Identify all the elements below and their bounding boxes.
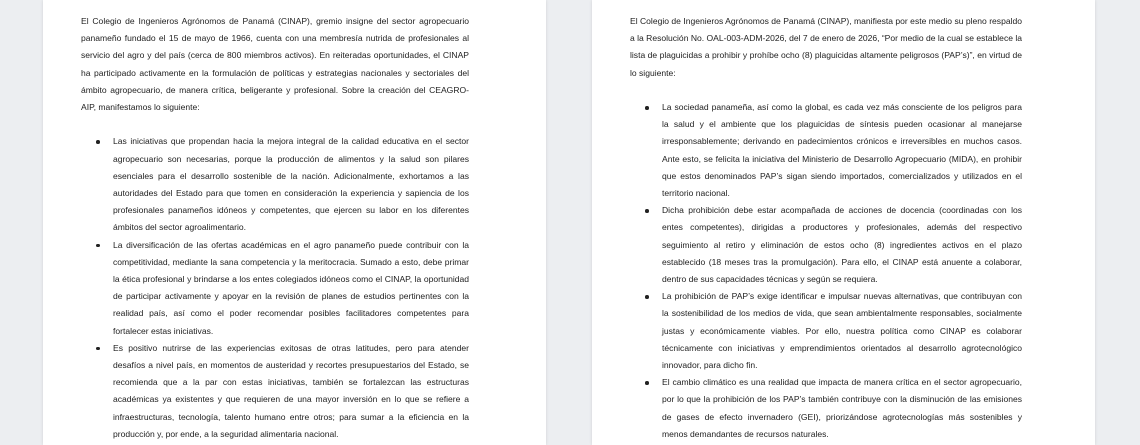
bullet-list (630, 99, 1022, 443)
document-page-left (43, 0, 546, 445)
page-text-left (81, 13, 469, 443)
list-item (662, 202, 1022, 288)
bullet-icon (96, 347, 100, 351)
list-item-text: Las iniciativas que propendan hacia la mejora integral de la calidad educativa en el sector agropecuario son necesarias, porque la producción de alimentos y la salud son pilares esenciales para el desarrollo sostenible de la nación. Adicionalmente, exhortamos a las autoridades del Estado para que tomen en consideración la experiencia y sapiencia de los profesionales panameños idóneos y competentes, que ejercen su labor en los diferentes ámbitos del sector agroalimentario. (113, 136, 469, 233)
bullet-icon (645, 209, 649, 213)
list-item (113, 133, 469, 236)
bullet-icon (96, 244, 100, 248)
page-text-right (630, 13, 1022, 443)
list-item-text: El cambio climático es una realidad que impacta de manera crítica en el sector agropecuario, por lo que la prohibición de los PAP’s también contribuye con la disminución de las emisiones de gases de efecto invernadero (GEI), priorizándose agrotecnologías más sostenibles y menos demandantes de recursos naturales. (662, 377, 1022, 439)
list-item (662, 99, 1022, 202)
intro-paragraph: El Colegio de Ingenieros Agrónomos de Panamá (CINAP), manifiesta por este medio su pleno respaldo a la Resolución No. OAL-003-ADM-2026, del 7 de enero de 2026, “Por medio de la cual se establece la lista de plaguicidas a prohibir y prohíbe ocho (8) plaguicidas altamente peligrosos (PAP’s)”, en virtud de lo siguiente: (630, 16, 1022, 78)
intro-paragraph: El Colegio de Ingenieros Agrónomos de Panamá (CINAP), gremio insigne del sector agropecuario panameño fundado el 15 de mayo de 1966, cuenta con una membresía nutrida de profesionales al servicio del agro y del país (cerca de 800 miembros activos). En reiteradas oportunidades, el CINAP ha participado activamente en la formulación de políticas y estrategias nacionales y sectoriales del ámbito agropecuario, de manera crítica, beligerante y profesional. Sobre la creación del CEAGRO-AIP, manifestamos lo siguiente: (81, 16, 469, 113)
list-item-text: Dicha prohibición debe estar acompañada de acciones de docencia (coordinadas con los entes competentes), dirigidas a productores y profesionales, además del respectivo seguimiento al retiro y eliminación de estos ocho (8) ingredientes activos en el plazo establecido (18 meses tras la promulgación). Para ello, el CINAP está anuente a colaborar, dentro de sus capacidades técnicas y según se requiera. (662, 205, 1022, 285)
bullet-icon (645, 381, 649, 385)
bullet-icon (96, 140, 100, 144)
list-item-text: La diversificación de las ofertas académicas en el agro panameño puede contribuir con la competitividad, mediante la sana competencia y la meritocracia. Sumado a esto, debe primar la ética profesional y brindarse a los entes colegiados idóneos como el CINAP, la oportunidad de participar activamente y apoyar en la revisión de planes de estudios pertinentes con la realidad país, así como el poder recomendar posibles facilitadores competentes para fortalecer estas iniciativas. (113, 239, 469, 336)
list-item (113, 340, 469, 443)
bullet-icon (645, 106, 649, 110)
list-item-text: La sociedad panameña, así como la global, es cada vez más consciente de los peligros para la salud y el ambiente que los plaguicidas de síntesis pueden ocasionar al manejarse irresponsablemente; derivando en padecimientos crónicos e irreversibles en muchos casos. Ante esto, se felicita la iniciativa del Ministerio de Desarrollo Agropecuario (MIDA), en prohibir que estos denominados PAP’s sigan siendo importados, comercializados y utilizados en el territorio nacional. (662, 102, 1022, 199)
bullet-list (81, 133, 469, 443)
list-item-text: Es positivo nutrirse de las experiencias exitosas de otras latitudes, pero para atender desafíos a nivel país, en momentos de austeridad y recortes presupuestarios del Estado, se recomienda que a la par con estas iniciativas, también se fortalezcan las estructuras académicas ya existentes y que requieren de una mayor inversión en lo que se refiere a infraestructuras, tecnología, talento humano entre otros; para sumar a la eficiencia en la producción y, por ende, a la seguridad alimentaria nacional. (113, 342, 469, 439)
list-item (113, 237, 469, 340)
document-page-right (592, 0, 1095, 445)
bullet-icon (645, 295, 649, 299)
list-item (662, 288, 1022, 374)
list-item-text: La prohibición de PAP’s exige identificar e impulsar nuevas alternativas, que contribuyan con la sostenibilidad de los medios de vida, que sean ambientalmente responsables, socialmente justas y económicamente viables. Por ello, nuestra política como CINAP es colaborar técnicamente con iniciativas y emprendimientos orientados al desarrollo agrotecnológico innovador, para dicho fin. (662, 291, 1022, 371)
list-item (662, 374, 1022, 443)
